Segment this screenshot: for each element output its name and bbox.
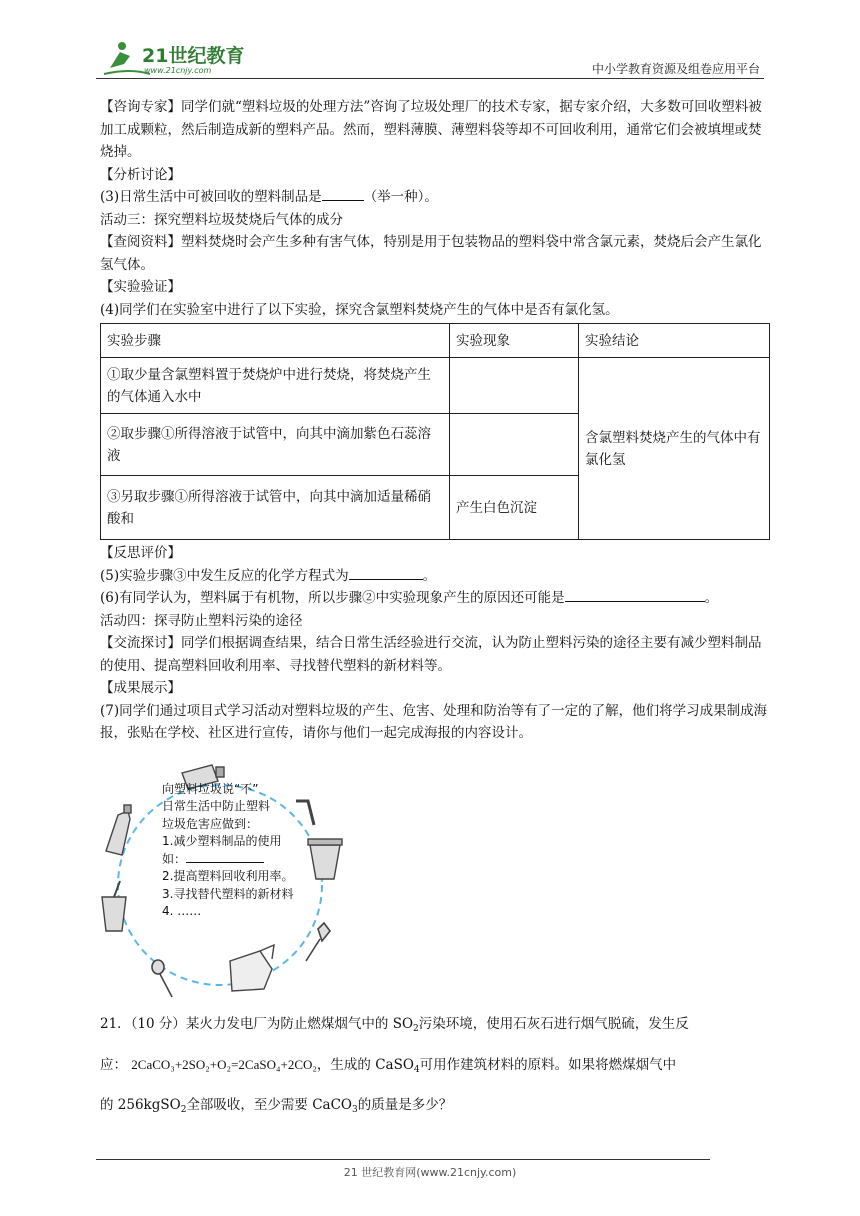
discuss-heading: 【分析讨论】 (100, 166, 181, 183)
exchange-paragraph: 【交流探讨】同学们根据调查结果，结合日常生活经验进行交流，认为防止塑料污染的途径主要有减少塑料制品的使用、提高塑料回收利用率、寻找替代塑料的新材料等。 (100, 635, 762, 674)
table-row (101, 358, 770, 414)
chemical-equation: 2CaCO₃+2SO₂+O₂=2CaSO₄+2CO₂ (131, 1056, 317, 1072)
poster-line: 2.提高塑料回收利用率。 (162, 869, 294, 883)
poster-blank[interactable] (186, 851, 264, 863)
q21-line1: 21．（10 分）某火力发电厂为防止燃煤烟气中的 $SO_2$污染环境，使用石灰石进行烟气脱硫，发生反 (100, 1015, 689, 1034)
fork-icon (306, 923, 330, 961)
bottle-icon (106, 805, 131, 855)
question-4: (4)同学们在实验室中进行了以下实验，探究含氯塑料焚烧产生的气体中是否有氯化氢。 (100, 301, 619, 318)
experiment-table (100, 323, 770, 540)
poster-line: 垃圾危害应做到： (162, 816, 259, 831)
document-body (100, 96, 770, 1128)
question-7: (7)同学们通过项目式学习活动对塑料垃圾的产生、危害、处理和防治等有了一定的了解，他们将学习成果制成海报，张贴在学校、社区进行宣传，请你与他们一起完成海报的内容设计。 (100, 702, 768, 741)
table-header-step: 实验步骤 (101, 324, 450, 358)
question-6: (6)有同学认为，塑料属于有机物，所以步骤②中实验现象产生的原因还可能是 。 (100, 587, 770, 610)
site-logo (100, 38, 260, 78)
logo-url: www.21cnjy.com (144, 66, 212, 75)
reflect-heading: 【反思评价】 (100, 545, 181, 561)
poster-text (162, 781, 293, 921)
step-cell: ①取少量含氯塑料置于焚烧炉中进行焚烧，将焚烧产生的气体通入水中 (101, 358, 450, 414)
activity-4-heading: 活动四：探寻防止塑料污染的途径 (100, 612, 303, 629)
logo-text: 21世纪教育 (142, 45, 245, 67)
step-cell: ②取步骤①所得溶液于试管中，向其中滴加紫色石蕊溶液 (101, 414, 450, 476)
result-heading: 【成果展示】 (100, 680, 181, 696)
poster-title: 向塑料垃圾说“不” (162, 781, 259, 796)
phenomenon-cell[interactable] (450, 414, 579, 476)
phenomenon-cell: 产生白色沉淀 (450, 476, 579, 540)
header-divider (96, 78, 764, 79)
answer-blank-5[interactable] (349, 565, 423, 580)
activity-3-heading: 活动三：探究塑料垃圾焚烧后气体的成分 (100, 211, 343, 228)
footer-text: 21 世纪教育网(www.21cnjy.com) (343, 1166, 517, 1179)
q21-line3: 的 256kgSO$_2$全部吸收，至少需要 CaCO$_3$的质量是多少？ (100, 1096, 453, 1115)
platform-name: 中小学教育资源及组卷应用平台 (591, 62, 760, 76)
phenomenon-cell[interactable] (450, 358, 579, 414)
poster-figure (100, 755, 770, 1003)
poster-line: 4. …… (162, 904, 202, 918)
spoon-icon (152, 960, 172, 997)
poster-line: 3.寻找替代塑料的新材料 (162, 886, 294, 901)
table-header-conclusion: 实验结论 (579, 324, 770, 358)
question-21 (100, 1007, 770, 1128)
answer-blank-6[interactable] (565, 587, 705, 602)
question-3: (3)日常生活中可被回收的塑料制品是 （举一种）。 (100, 186, 770, 209)
expert-paragraph: 【咨询专家】同学们就“塑料垃圾的处理方法”咨询了垃圾处理厂的技术专家，据专家介绍，大多数可回收塑料被加工成颗粒，然后制造成新的塑料产品。然而，塑料薄膜、薄塑料袋等却不可回收利用，通常它们会被填埋或焚烧掉。 (100, 99, 762, 160)
verify-heading: 【实验验证】 (100, 279, 181, 295)
plastic-bag-icon (230, 945, 274, 991)
poster-line: 1.减少塑料制品的使用 (162, 834, 282, 848)
cup-icon (308, 839, 342, 879)
q21-line2: 应： 2CaCO₃+2SO₂+O₂=2CaSO₄+2CO₂，生成的 CaSO$_4$可用作建筑材料的原料。如果将燃煤烟气中 (100, 1056, 677, 1075)
footer-divider (96, 1159, 710, 1160)
poster-line: 日常生活中防止塑料 (162, 799, 271, 813)
question-5: (5)实验步骤③中发生反应的化学方程式为 。 (100, 565, 770, 588)
answer-blank-3[interactable] (322, 186, 364, 201)
drink-cup-icon (102, 881, 126, 931)
step-cell: ③另取步骤①所得溶液于试管中，向其中滴加适量稀硝酸和 (101, 476, 450, 540)
poster-line: 如： (162, 851, 293, 869)
conclusion-cell: 含氯塑料焚烧产生的气体中有氯化氢 (579, 358, 770, 540)
table-header-phenomenon: 实验现象 (450, 324, 579, 358)
lookup-paragraph: 【查阅资料】塑料焚烧时会产生多种有害气体，特别是用于包装物品的塑料袋中常含氯元素，焚烧后会产生氯化氢气体。 (100, 234, 762, 273)
